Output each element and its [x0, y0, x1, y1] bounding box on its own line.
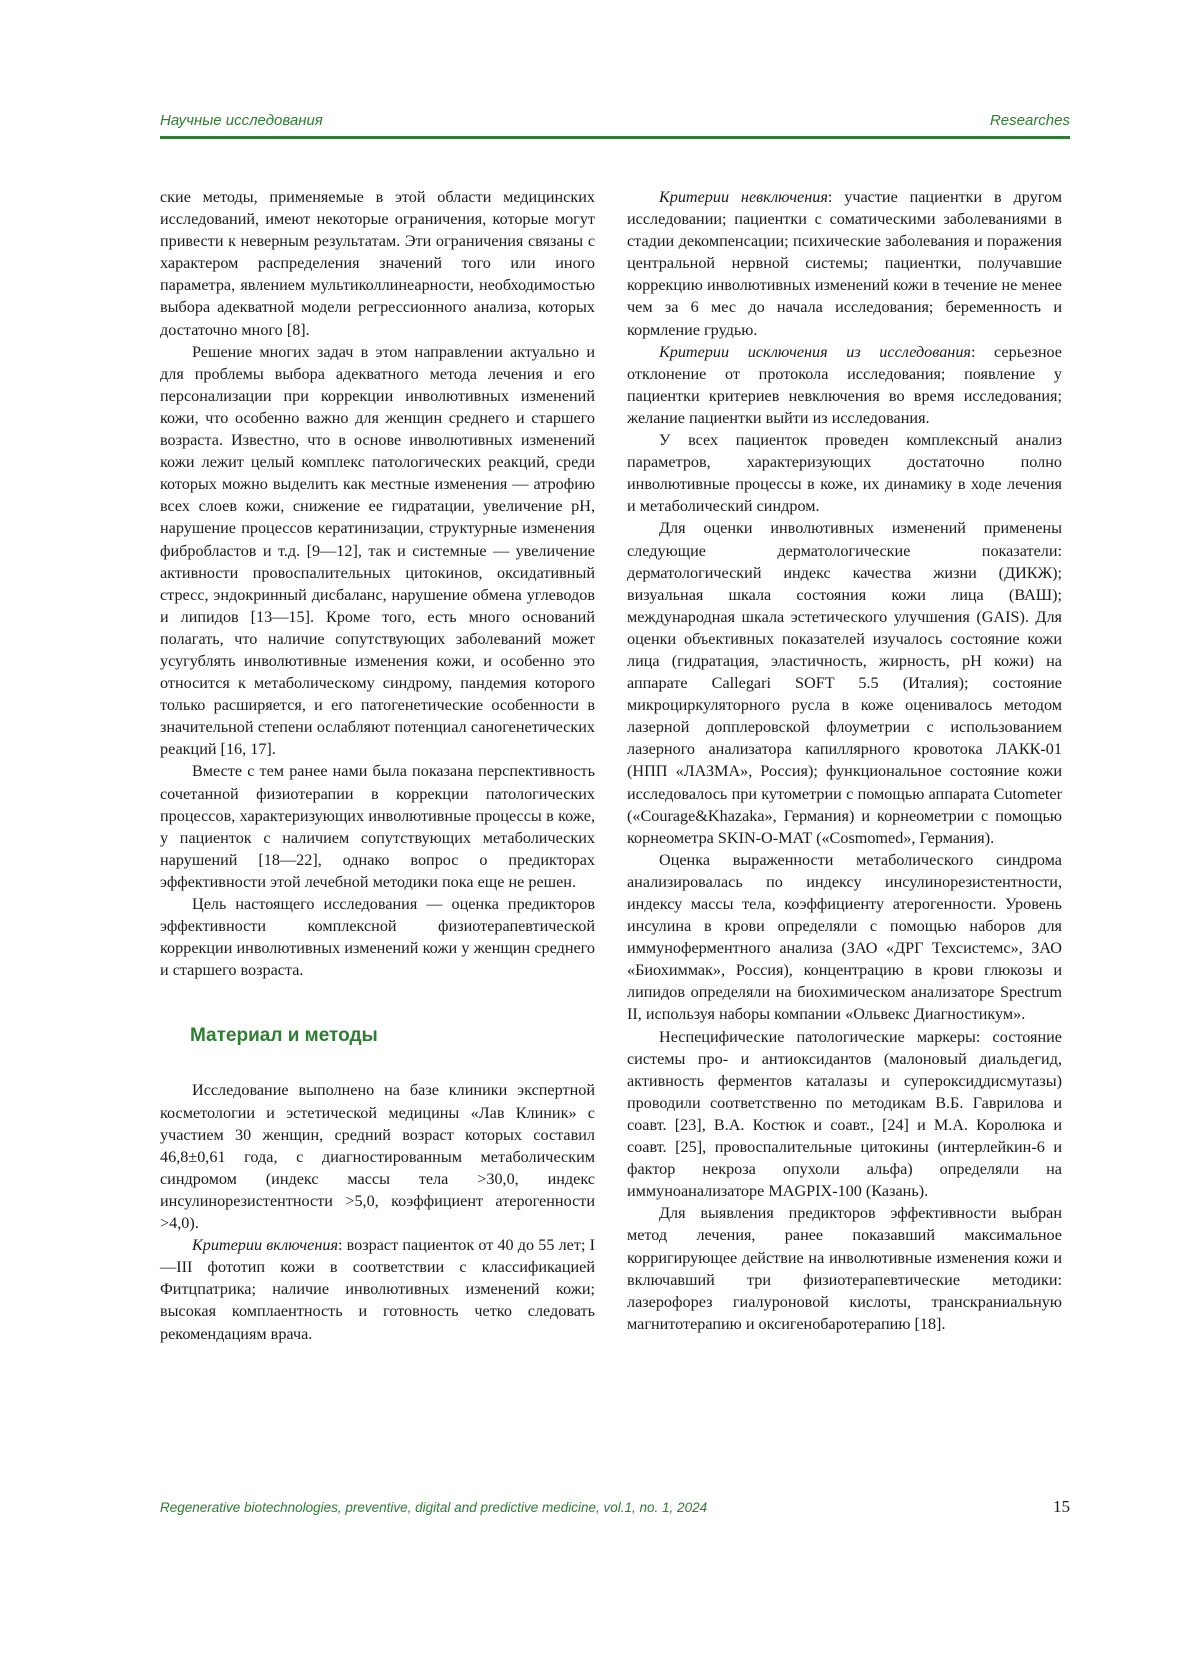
paragraph: Оценка выраженности метаболического синдрома анализировалась по индексу инсулинорезистентности, индексу массы тела, коэффициенту атерогенности. Уровень инсулина в крови определяли с помощью наборов для иммуноферментного анализа (ЗАО «ДРГ Техсистемс», ЗАО «Биохиммак», Россия), концентрацию в крови глюкозы и липидов определяли на биохимическом анализаторе Spectrum II, используя наборы компании «Ольвекс Диагностикум».: [627, 850, 1062, 1024]
paragraph: Вместе с тем ранее нами была показана перспективность сочетанной физиотерапии в коррекции патологических процессов, характеризующих инволютивные процессы в коже, у пациенток с наличием сопутствующих метаболических нарушений [18—22], однако вопрос о предикторах эффективности этой лечебной методики пока еще не решен.: [160, 762, 595, 891]
section-heading: Материал и методы: [190, 1025, 378, 1047]
paragraph: Неспецифические патологические маркеры: состояние системы про- и антиоксидантов (малоновый диальдегид, активность ферментов каталазы и супероксиддисмутазы) проводили соответственно по методикам В.Б. Гаврилова и соавт. [23], В.А. Костюк и соавт., [24] и М.А. Королюка и соавт. [25], провоспалительные цитокины (интерлейкин-6 и фактор некроза опухоли альфа) определяли на иммуноанализаторе MAGPIX-100 (Казань).: [627, 1027, 1062, 1201]
non-inclusion-criteria-text: : участие пациентки в другом исследовании; пациентки с соматическими заболеваниями в стадии декомпенсации; психические заболевания и поражения центральной нервной системы; пациентки, получавшие коррекцию инволютивных изменений кожи в течение не менее чем за 6 мес до начала исследования; беременность и кормление грудью.: [627, 188, 1063, 339]
inclusion-criteria-text: : возраст пациенток от 40 до 55 лет; I—III фототип кожи в соответствии с классификацией Фитцпатрика; наличие инволютивных изменений кожи; высокая комплаентность и готовность четко следовать рекомендациям врача.: [160, 1236, 595, 1343]
paragraph: Решение многих задач в этом направлении актуально и для проблемы выбора адекватного метода лечения и его персонализации при коррекции инволютивных изменений кожи, что особенно важно для женщин среднего и старшего возраста. Известно, что в основе инволютивных изменений кожи лежит целый комплекс патологических реакций, среди которых можно выделить как местные изменения — атрофию всех слоев кожи, снижение ее гидратации, увеличение pH, нарушение процессов кератинизации, структурные изменения фибробластов и т.д. [9—12], так и системные — увеличение активности провоспалительных цитокинов, оксидативный стресс, эндокринный дисбаланс, нарушение обмена углеводов и липидов [13—15]. Кроме того, есть много оснований полагать, что наличие сопутствующих заболеваний может усугублять инволютивные изменения кожи, и особенно это относится к метаболическому синдрому, пандемия которого только расширяется, и его патогенетические особенности в значительной степени ослабляют потенциал саногенетических реакций [16, 17].: [160, 342, 595, 759]
paragraph: [627, 186, 1062, 341]
paragraph: Цель настоящего исследования — оценка предикторов эффективности комплексной физиотерапевтической коррекции инволютивных изменений кожи у женщин среднего и старшего возраста.: [160, 895, 595, 980]
paragraph: [627, 341, 1062, 429]
section-title-en: Researches: [989, 112, 1070, 129]
paragraph: ские методы, применяемые в этой области медицинских исследований, имеют некоторые ограничения, которые могут привести к неверным результатам. Эти ограничения связаны с характером распределения значений того или иного параметра, явлением мультиколлинеарности, необходимостью выбора адекватной модели регрессионного анализа, которых достаточно много [8].: [160, 188, 595, 339]
header-rule: [160, 136, 1070, 139]
exclusion-criteria-text: : серьезное отклонение от протокола исследования; появление у пациентки критериев невключения во время исследования; желание пациентки выйти из исследования.: [627, 342, 1062, 427]
page-footer: [160, 1497, 1070, 1516]
paragraph: Для выявления предикторов эффективности выбран метод лечения, ранее показавший максимальное корригирующее действие на инволютивные изменения кожи и включавший три физиотерапевтические методики: лазерофорез гиалуроновой кислоты, транскраниальную магнитотерапию и оксигенобаротерапию [18].: [627, 1204, 1062, 1333]
section-title-ru: Научные исследования: [160, 112, 323, 129]
left-column: [160, 186, 595, 1345]
non-inclusion-criteria-label: Критерии невключения: [659, 188, 828, 206]
page-number: 15: [1053, 1497, 1070, 1516]
journal-citation: Regenerative biotechnologies, preventive, digital and predictive medicine, vol.1, no. 1, 2024: [160, 1500, 708, 1515]
exclusion-criteria-label: Критерии исключения из исследования: [659, 342, 971, 361]
paragraph: [160, 1234, 595, 1344]
paragraph: Для оценки инволютивных изменений применены следующие дерматологические показатели: дерматологический индекс качества жизни (ДИКЖ); визуальная шкала состояния кожи лица (ВАШ); международная шкала эстетического улучшения (GAIS). Для оценки объективных показателей изучалось состояние кожи лица (гидратация, эластичность, жирность, pH кожи) на аппарате Callegari SOFT 5.5 (Италия); состояние микроциркуляторного русла в коже оценивалось методом лазерной допплеровской флоуметрии с использованием лазерного анализатора капиллярного кровотока ЛАКК-01 (НПП «ЛАЗМА», Россия); функциональное состояние кожи исследовалось при кутометрии с помощью аппарата Cutometer («Courage&Khazaka», Германия) и корнеометрии с помощью корнеометра SKIN-O-MAT («Cosmomed», Германия).: [627, 519, 1062, 847]
paragraph: У всех пациенток проведен комплексный анализ параметров, характеризующих достаточно полно инволютивные процессы в коже, их динамику в ходе лечения и метаболический синдром.: [627, 431, 1062, 516]
inclusion-criteria-label: Критерии включения: [192, 1236, 338, 1255]
paragraph: Исследование выполнено на базе клиники экспертной косметологии и эстетической медицины «Лав Клиник» с участием 30 женщин, средний возраст которых составил 46,8±0,61 года, с диагностированным метаболическим синдромом (индекс массы тела >30,0, индекс инсулинорезистентности >5,0, коэффициент атерогенности >4,0).: [160, 1081, 595, 1233]
right-column: [627, 186, 1062, 1335]
